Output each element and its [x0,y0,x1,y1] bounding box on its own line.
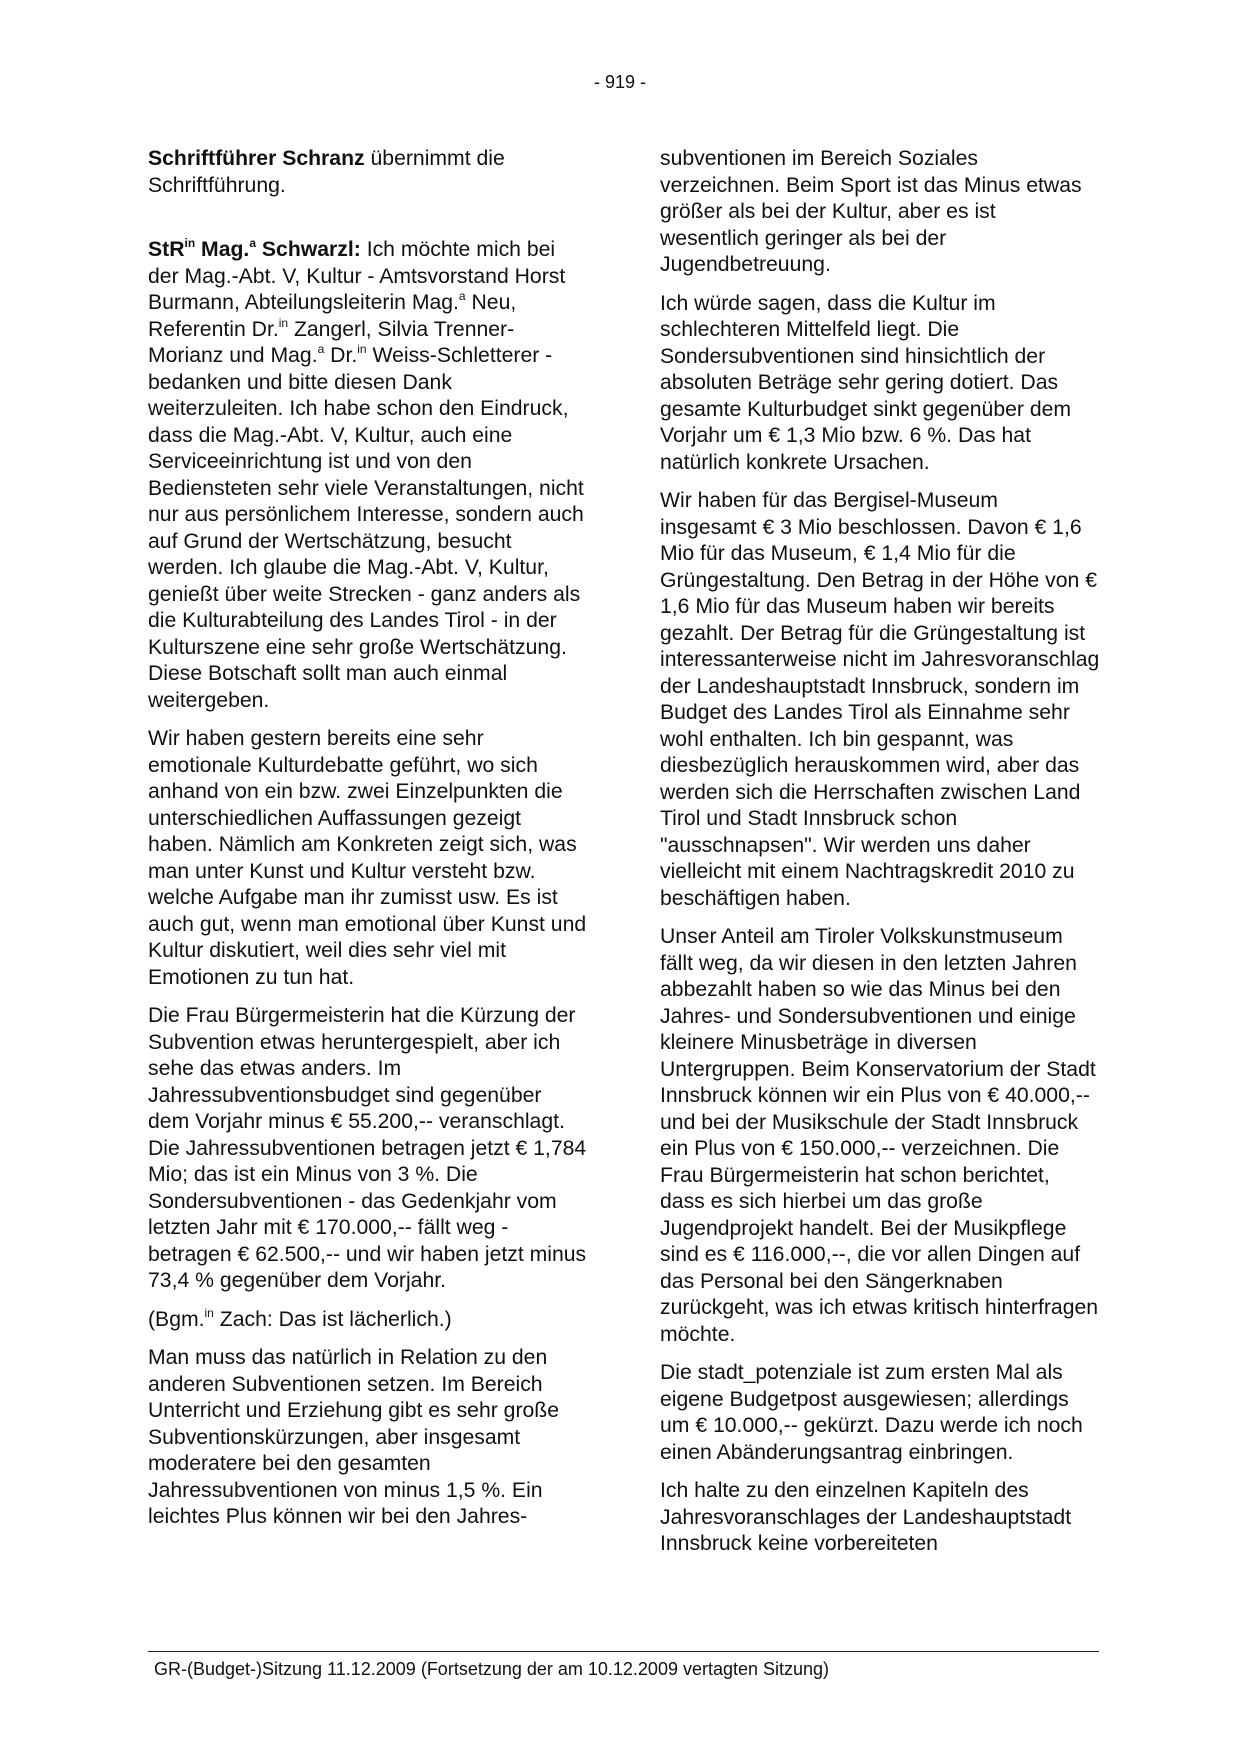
left-column [148,146,588,1543]
right-column [660,146,1100,1570]
interjection: (Bgm.$^{in}$ Zach: Das ist lächerlich.) [148,1305,452,1331]
speaker-name: Schriftführer Schranz [148,147,365,170]
footer-divider [148,1651,1099,1652]
paragraph: Unser Anteil am Tiroler Volkskunstmuseum fällt weg, da wir diesen in den letzten Jahren abbezahlt haben so wie das Minus bei den Jahres- und Sondersubventionen und einige kleinere Minusbeträge in diversen Untergruppen. Beim Konservatorium der Stadt Innsbruck können wir ein Plus von € 40.000,-- und bei der Musikschule der Stadt Innsbruck ein Plus von € 150.000,-- verzeichnen. Die Frau Bürgermeisterin hat schon berichtet, dass es sich hierbei um das große Jugendprojekt handelt. Bei der Musikpflege sind es € 116.000,--, die vor allen Dingen auf das Personal bei den Sängerknaben zurückgeht, was ich etwas kritisch hinterfragen möchte. [660,925,1099,1346]
paragraph: Ich halte zu den einzelnen Kapiteln des Jahresvoranschlages der Landeshauptstadt Innsbruck keine vorbereiteten [660,1479,1072,1555]
paragraph: Man muss das natürlich in Relation zu den anderen Subventionen setzen. Im Bereich Unterricht und Erziehung gibt es sehr große Subventionskürzungen, aber insgesamt moderatere bei den gesamten Jahressubventionen von minus 1,5 %. Ein leichtes Plus können wir bei den Jahres- [148,1346,560,1528]
paragraph: Die stadt_potenziale ist zum ersten Mal als eigene Budgetpost ausgewiesen; allerdings um € 10.000,-- gekürzt. Dazu werde ich noch einen Abänderungsantrag einbringen. [660,1361,1083,1464]
paragraph-speech-start: StR$^{in}$ Mag.$^a$ Schwarzl: Ich möchte mich bei der Mag.-Abt. V, Kultur - Amtsvorstand Horst Burmann, Abteilungsleiterin Mag.$^a$ Neu, Referentin Dr.$^{in}$ Zangerl, Silvia Trenner-Morianz und Mag.$^a$ Dr.$^{in}$ Weiss-Schletterer - bedanken und bitte diesen Dank weiterzuleiten. Ich habe schon den Eindruck, dass die Mag.-Abt. V, Kultur, auch eine Serviceeinrichtung ist und von den Bediensteten sehr viele Veranstaltungen, nicht nur aus persönlichem Interesse, sondern auch auf Grund der Wertschätzung, besucht werden. Ich glaube die Mag.-Abt. V, Kultur, genießt über weite Strecken - ganz anders als die Kulturabteilung des Landes Tirol - in der Kulturszene eine sehr große Wertschätzung. Diese Botschaft sollt man auch einmal weitergeben. [148,236,584,712]
paragraph: Wir haben gestern bereits eine sehr emotionale Kulturdebatte geführt, wo sich anhand von ein bzw. zwei Einzelpunkten die unterschiedlichen Auffassungen gezeigt haben. Nämlich am Konkreten zeigt sich, was man unter Kunst und Kultur versteht bzw. welche Aufgabe man ihr zumisst usw. Es ist auch gut, wenn man emotional über Kunst und Kultur diskutiert, weil dies sehr viel mit Emotionen zu tun hat. [148,727,587,989]
paragraph: Die Frau Bürgermeisterin hat die Kürzung der Subvention etwas heruntergespielt, aber ich sehe das etwas anders. Im Jahressubventionsbudget sind gegenüber dem Vorjahr minus € 55.200,-- veranschlagt. Die Jahressubventionen betragen jetzt € 1,784 Mio; das ist ein Minus von 3 %. Die Sondersubventionen - das Gedenkjahr vom letzten Jahr mit € 170.000,-- fällt weg - betragen € 62.500,-- und wir haben jetzt minus 73,4 % gegenüber dem Vorjahr. [148,1004,587,1292]
footer-text: GR-(Budget-)Sitzung 11.12.2009 (Fortsetzung der am 10.12.2009 vertagten Sitzung) [154,1659,830,1679]
page-number: - 919 - [593,72,647,92]
speaker-name: StR$^{in}$ Mag.$^a$ Schwarzl: [148,236,361,261]
paragraph: Wir haben für das Bergisel-Museum insgesamt € 3 Mio beschlossen. Davon € 1,6 Mio für das Museum, € 1,4 Mio für die Grüngestaltung. Den Betrag in der Höhe von € 1,6 Mio für das Museum haben wir bereits gezahlt. Der Betrag für die Grüngestaltung ist interessanterweise nicht im Jahresvoranschlag der Landeshauptstadt Innsbruck, sondern im Budget des Landes Tirol als Einnahme sehr wohl enthalten. Ich bin gespannt, was diesbezüglich herauskommen wird, aber das werden sich die Herrschaften zwischen Land Tirol und Stadt Innsbruck schon "ausschnapsen". Wir werden uns daher vielleicht mit einem Nachtragskredit 2010 zu beschäftigen haben. [660,489,1100,910]
paragraph: Ich würde sagen, dass die Kultur im schlechteren Mittelfeld liegt. Die Sondersubventionen sind hinsichtlich der absoluten Beträge sehr gering dotiert. Das gesamte Kulturbudget sinkt gegenüber dem Vorjahr um € 1,3 Mio bzw. 6 %. Das hat natürlich konkrete Ursachen. [660,291,1072,474]
paragraph-chair: Schriftführer Schranz übernimmt die Schriftführung. [148,147,505,197]
paragraph: subventionen im Bereich Soziales verzeichnen. Beim Sport ist das Minus etwas größer als bei der Kultur, aber es ist wesentlich geringer als bei der Jugendbetreuung. [660,147,1082,276]
